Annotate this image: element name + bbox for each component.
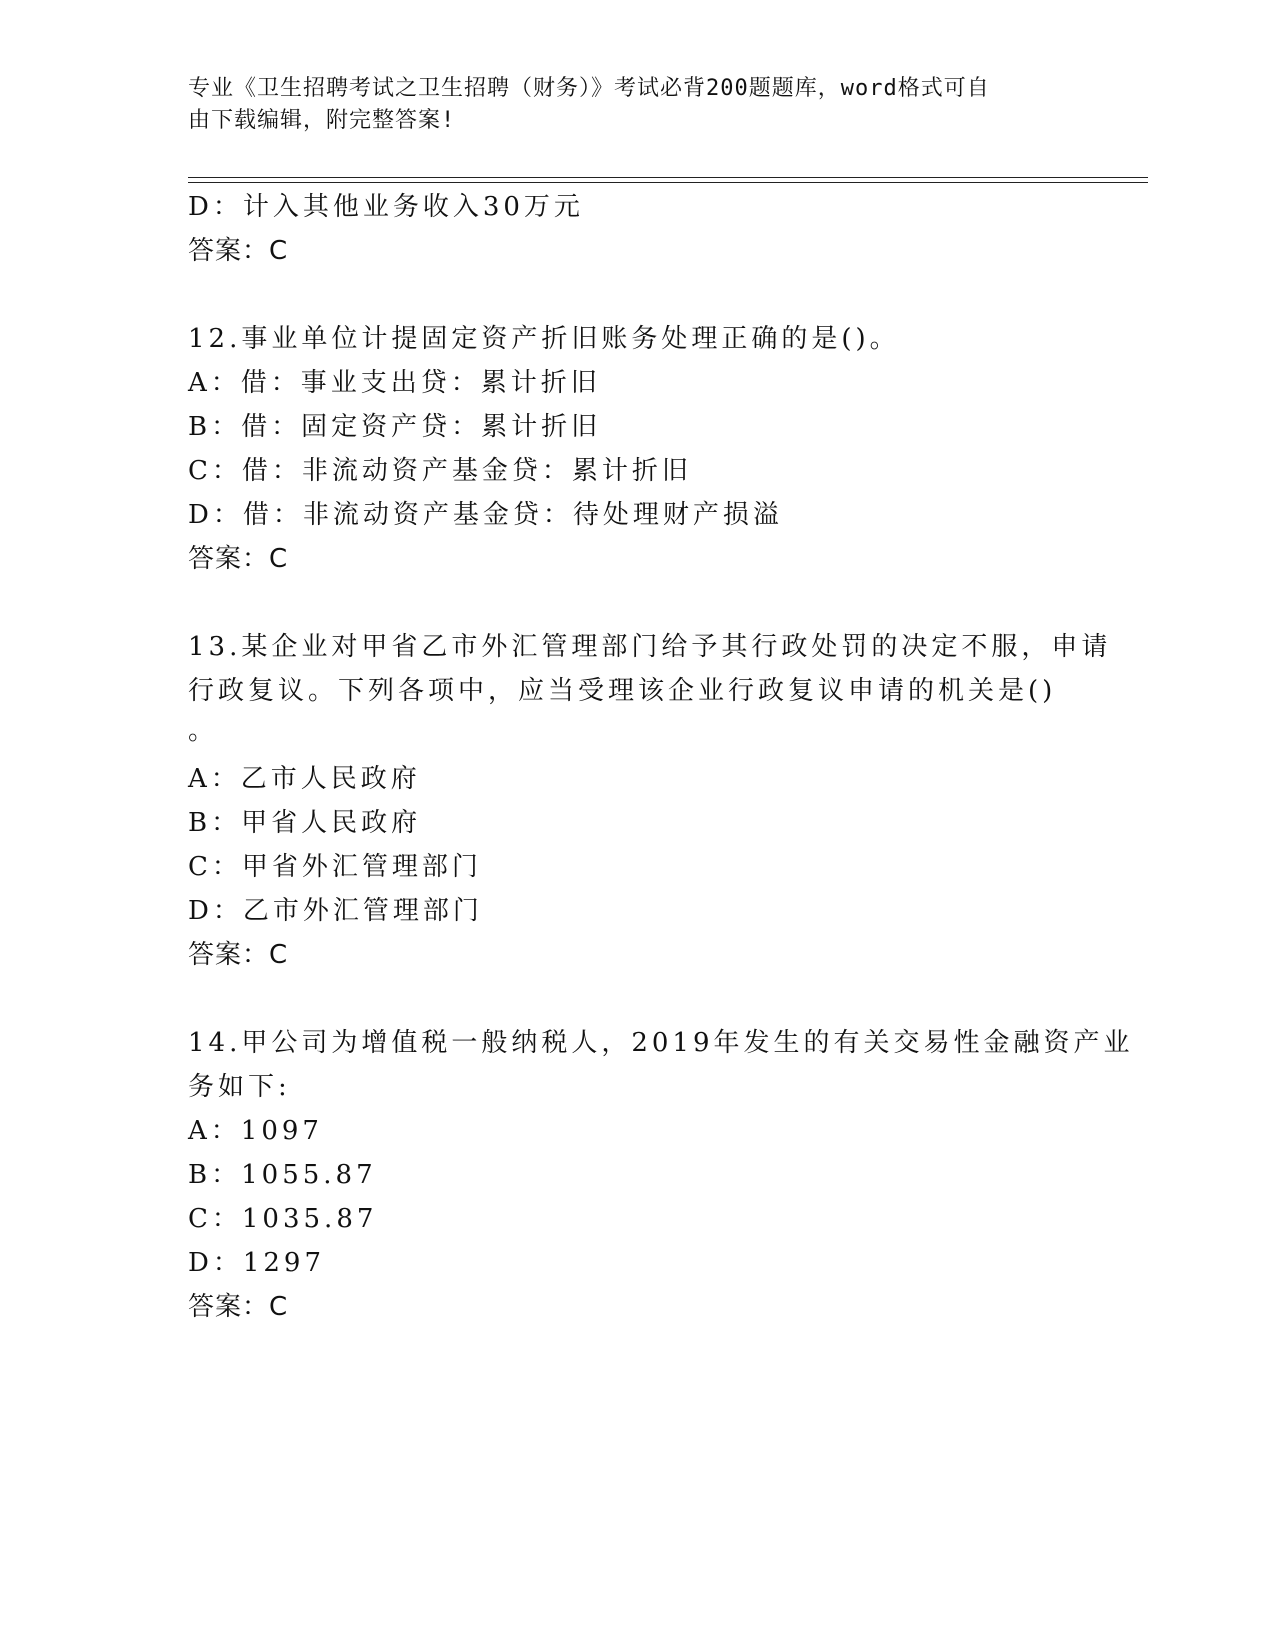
q13-question-line-1: 13.某企业对甲省乙市外汇管理部门给予其行政处罚的决定不服，申请 [188, 632, 1112, 662]
document-header [188, 73, 1088, 137]
q12-option-d: D：借：非流动资产基金贷：待处理财产损溢 [188, 500, 783, 530]
q14-option-d: D：1297 [188, 1248, 326, 1278]
q13-question-line-3: 。 [188, 716, 219, 746]
q12-option-a: A：借：事业支出贷：累计折旧 [188, 368, 601, 398]
q14-answer: 答案：C [188, 1292, 289, 1322]
q13-option-d: D：乙市外汇管理部门 [188, 896, 483, 926]
header-title-line-2: 由下载编辑，附完整答案! [188, 108, 456, 133]
q12-option-b: B：借：固定资产贷：累计折旧 [188, 412, 602, 442]
q13-question-line-2: 行政复议。下列各项中，应当受理该企业行政复议申请的机关是() [188, 676, 1057, 706]
q13-option-c: C：甲省外汇管理部门 [188, 852, 482, 882]
q13-option-b: B：甲省人民政府 [188, 808, 422, 838]
prev-answer: 答案：C [188, 236, 289, 266]
header-divider-bottom [188, 182, 1148, 183]
q12-answer: 答案：C [188, 544, 289, 574]
q13-answer: 答案：C [188, 940, 289, 970]
q14-question-line-2: 务如下: [188, 1072, 291, 1102]
q14-option-a: A：1097 [188, 1116, 323, 1146]
q14-option-b: B：1055.87 [188, 1160, 377, 1190]
prev-option-d: D：计入其他业务收入30万元 [188, 192, 584, 222]
q14-option-c: C：1035.87 [188, 1204, 378, 1234]
q13-option-a: A：乙市人民政府 [188, 764, 421, 794]
q14-question-line-1: 14.甲公司为增值税一般纳税人，2019年发生的有关交易性金融资产业 [188, 1028, 1134, 1058]
header-divider-top [188, 177, 1148, 178]
q12-question: 12.事业单位计提固定资产折旧账务处理正确的是()。 [188, 324, 900, 354]
q12-option-c: C：借：非流动资产基金贷：累计折旧 [188, 456, 692, 486]
header-title-line-1: 专业《卫生招聘考试之卫生招聘（财务）》考试必背200题题库，word格式可自 [188, 76, 990, 101]
